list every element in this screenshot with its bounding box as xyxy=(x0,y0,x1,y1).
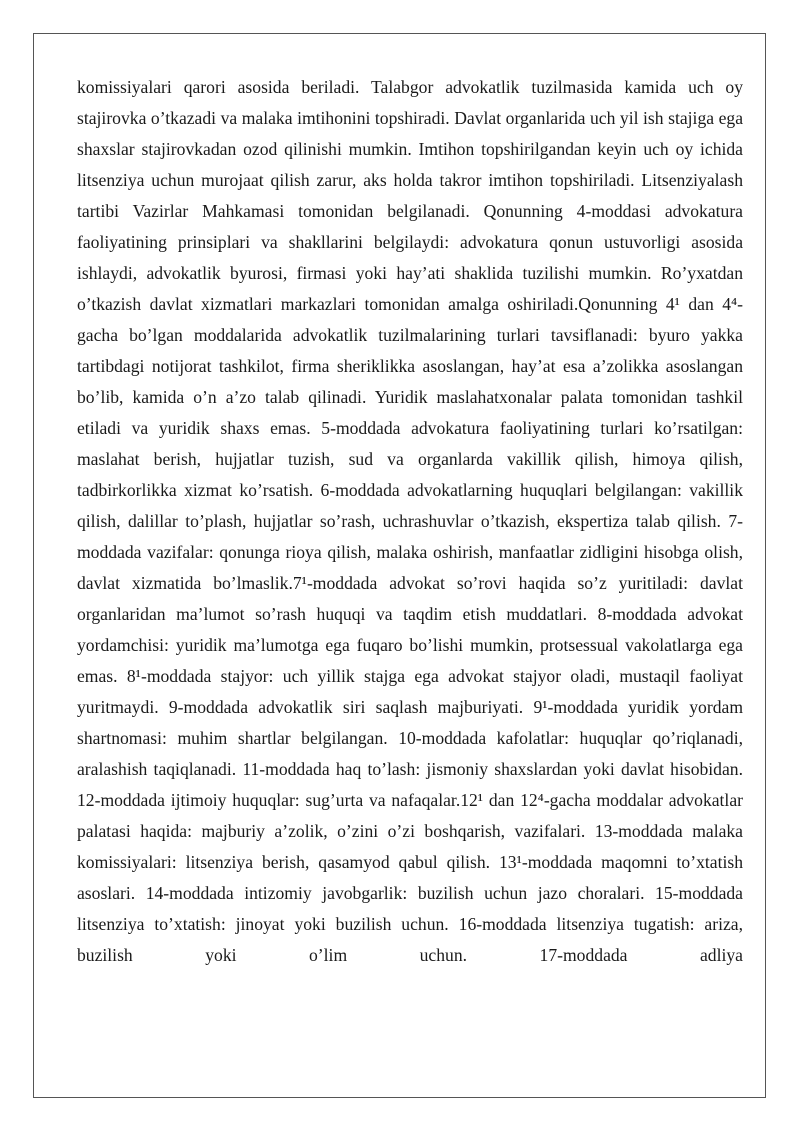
body-paragraph: komissiyalari qarori asosida beriladi. Talabgor advokatlik tuzilmasida kamida uch oy stajirovka o’tkazadi va malaka imtihonini topshiradi. Davlat organlarida uch yil ish stajiga ega shaxslar stajirovkadan ozod qilinishi mumkin. Imtihon topshirilgandan keyin uch oy ichida litsenziya uchun murojaat qilish zarur, aks holda takror imtihon topshiriladi. Litsenziyalash tartibi Vazirlar Mahkamasi tomonidan belgilanadi. Qonunning 4-moddasi advokatura faoliyatining prinsiplari va shakllarini belgilaydi: advokatura qonun ustuvorligi asosida ishlaydi, advokatlik byurosi, firmasi yoki hay’ati shaklida tuzilishi mumkin. Ro’yxatdan o’tkazish davlat xizmatlari markazlari tomonidan amalga oshiriladi.Qonunning 4¹ dan 4⁴-gacha bo’lgan moddalarida advokatlik tuzilmalarining turlari tavsiflanadi: byuro yakka tartibdagi notijorat tashkilot, firma sheriklikka asoslangan, hay’at esa a’zolikka asoslangan bo’lib, kamida o’n a’zo talab qilinadi. Yuridik maslahatxonalar palata tomonidan tashkil etiladi va yuridik shaxs emas. 5-moddada advokatura faoliyatining turlari ko’rsatilgan: maslahat berish, hujjatlar tuzish, sud va organlarda vakillik qilish, himoya qilish, tadbirkorlikka xizmat ko’rsatish. 6-moddada advokatlarning huquqlari belgilangan: vakillik qilish, dalillar to’plash, hujjatlar so’rash, uchrashuvlar o’tkazish, ekspertiza talab qilish. 7-moddada vazifalar: qonunga rioya qilish, malaka oshirish, manfaatlar zidligini hisobga olish, davlat xizmatida bo’lmaslik.7¹-moddada advokat so’rovi haqida so’z yuritiladi: davlat organlaridan ma’lumot so’rash huquqi va taqdim etish muddatlari. 8-moddada advokat yordamchisi: yuridik ma’lumotga ega fuqaro bo’lishi mumkin, protsessual vakolatlarga ega emas. 8¹-moddada stajyor: uch yillik stajga ega advokat stajyor oladi, mustaqil faoliyat yuritmaydi. 9-moddada advokatlik siri saqlash majburiyati. 9¹-moddada yuridik yordam shartnomasi: muhim shartlar belgilangan. 10-moddada kafolatlar: huquqlar qo’riqlanadi, aralashish taqiqlanadi. 11-moddada haq to’lash: jismoniy shaxslardan yoki davlat hisobidan. 12-moddada ijtimoiy huquqlar: sug’urta va nafaqalar.12¹ dan 12⁴-gacha moddalar advokatlar palatasi haqida: majburiy a’zolik, o’zini o’zi boshqarish, vazifalari. 13-moddada malaka komissiyalari: litsenziya berish, qasamyod qabul qilish. 13¹-moddada maqomni to’xtatish asoslari. 14-moddada intizomiy javobgarlik: buzilish uchun jazo choralari. 15-moddada litsenziya to’xtatish: jinoyat yoki buzilish uchun. 16-moddada litsenziya tugatish: ariza, buzilish yoki o’lim uchun. 17-moddada adliya xyxy=(77,77,743,965)
